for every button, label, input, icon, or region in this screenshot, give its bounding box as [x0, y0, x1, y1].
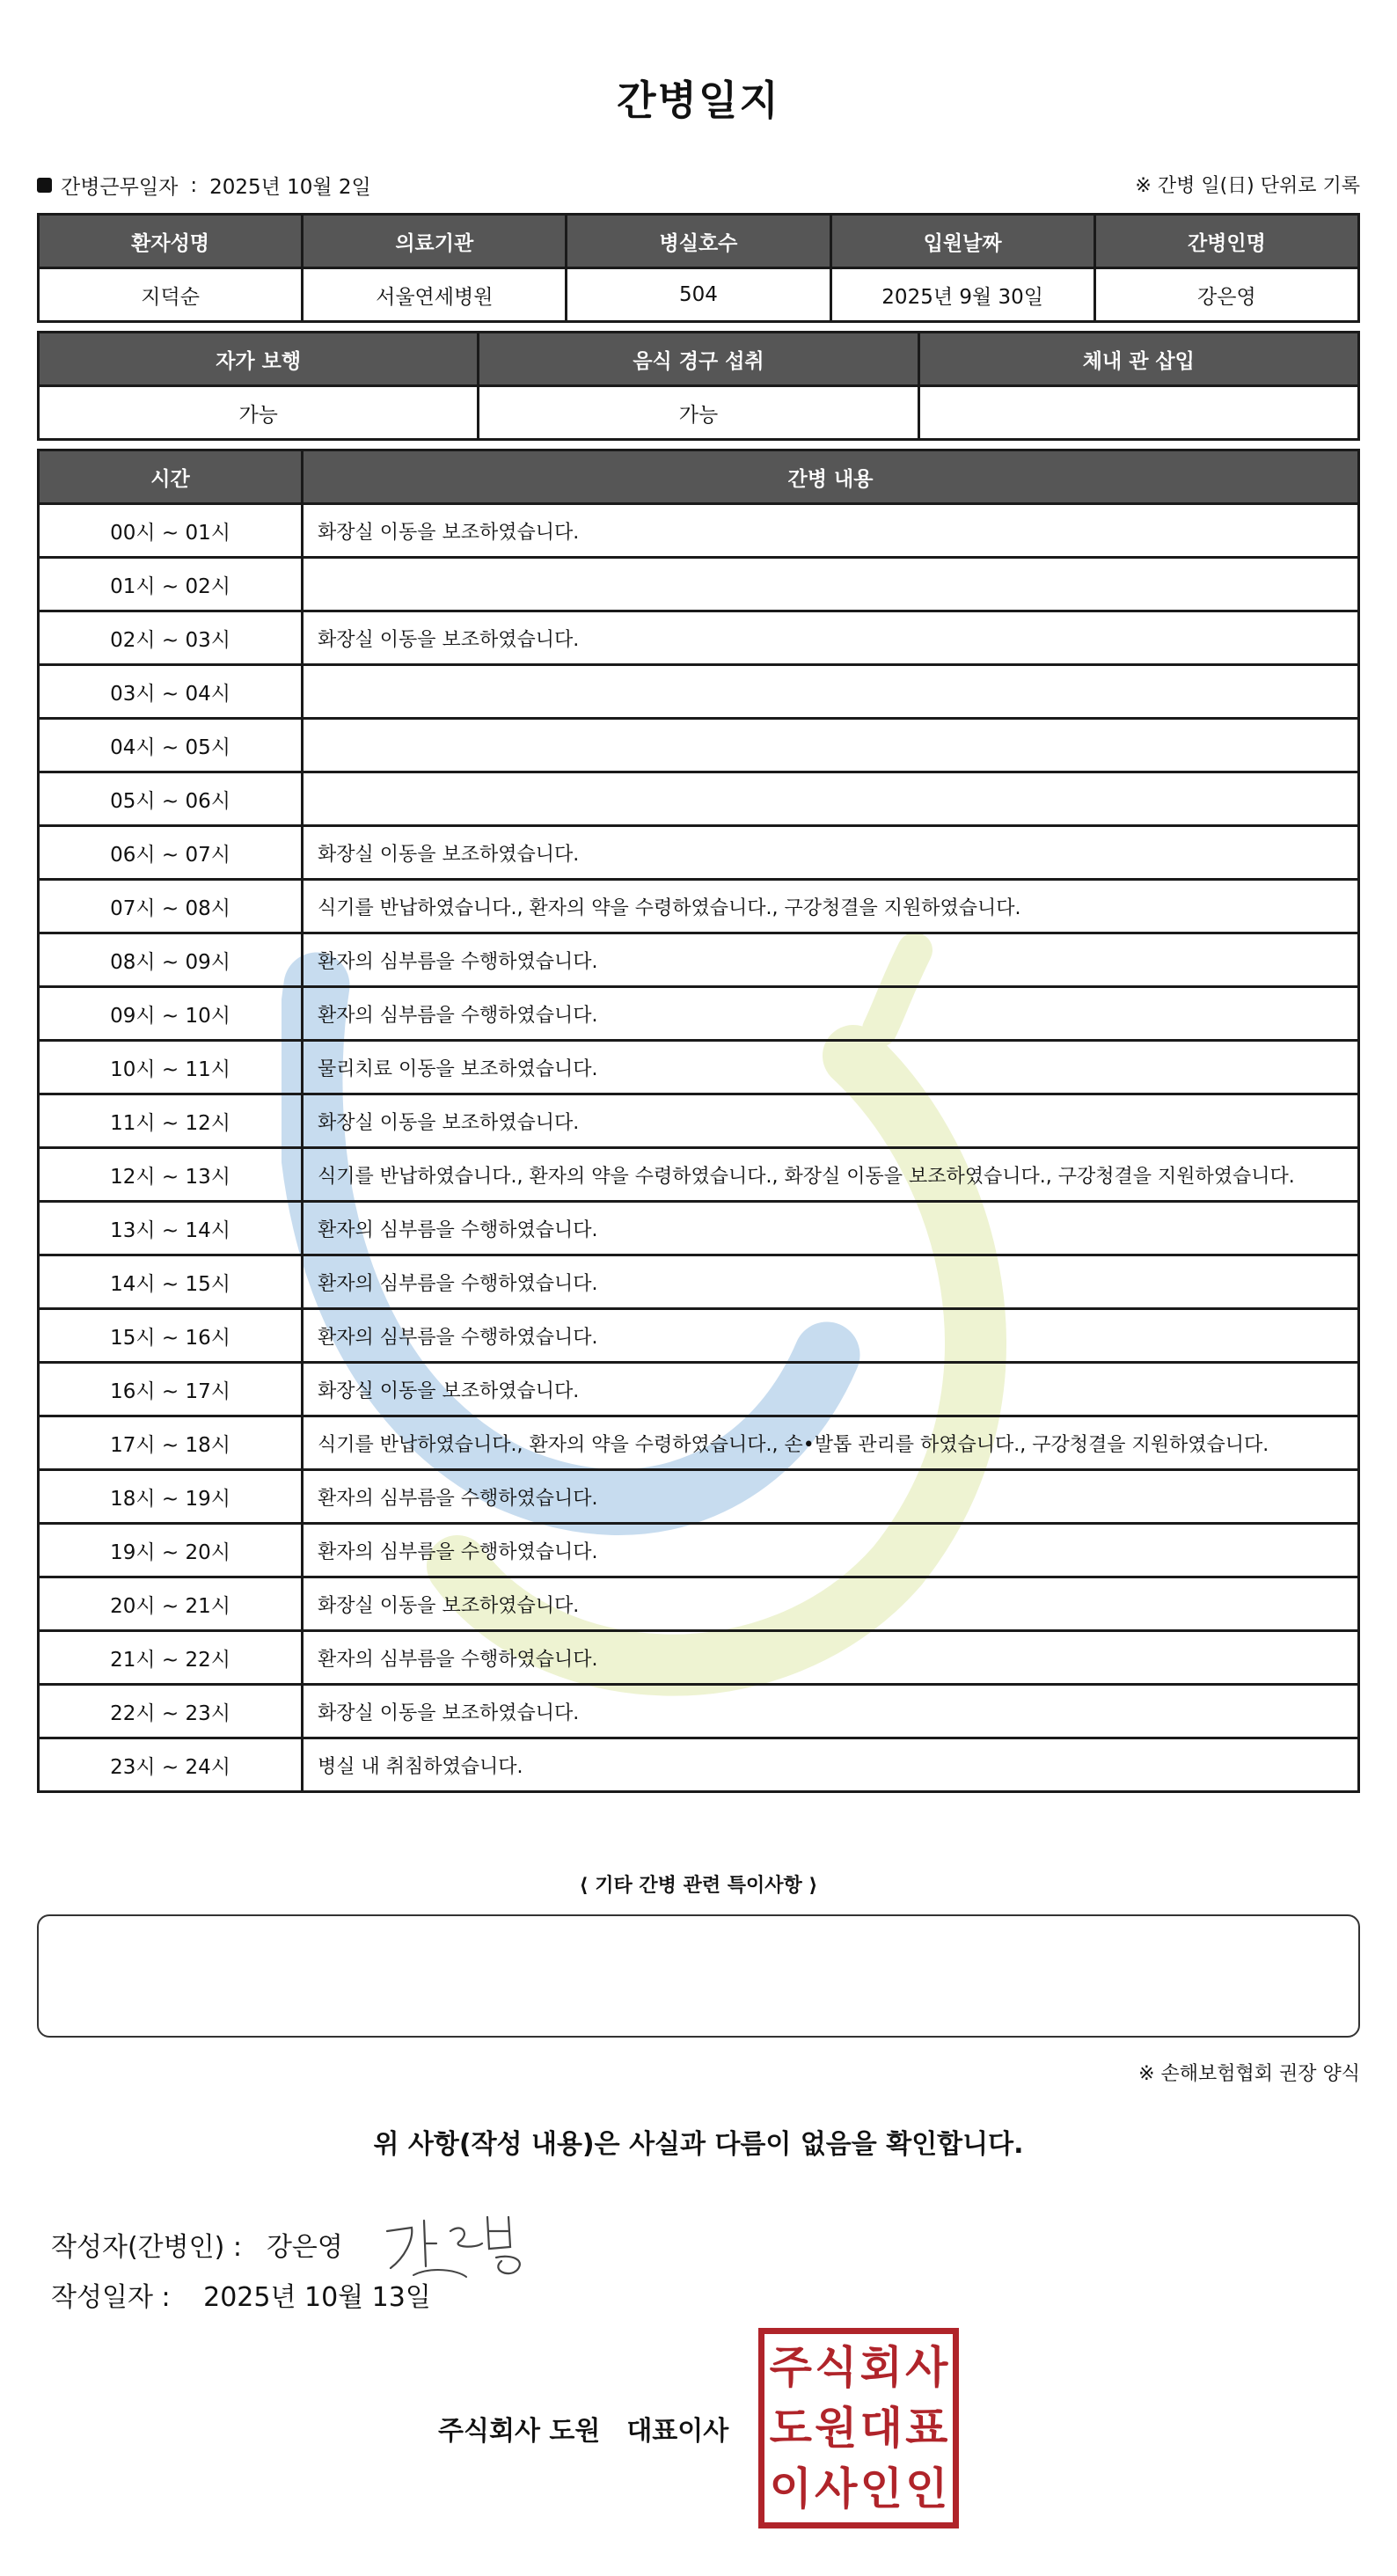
content-cell: 식기를 반납하였습니다., 환자의 약을 수령하였습니다., 구강청결을 지원하였습니다. [303, 880, 1359, 933]
header-time: 시간 [39, 450, 303, 504]
table-row [39, 719, 1359, 772]
table-row [39, 1685, 1359, 1738]
content-cell: 환자의 심부름을 수행하였습니다. [303, 1524, 1359, 1577]
time-cell: 01시 ~ 02시 [39, 558, 303, 611]
content-cell: 식기를 반납하였습니다., 환자의 약을 수령하였습니다., 화장실 이동을 보조하였습니다., 구강청결을 지원하였습니다. [303, 1148, 1359, 1202]
time-cell: 11시 ~ 12시 [39, 1094, 303, 1148]
header-self-walking: 자가 보행 [39, 333, 479, 386]
content-cell: 환자의 심부름을 수행하였습니다. [303, 1202, 1359, 1255]
hospital: 서울연세병원 [303, 268, 567, 322]
room-number: 504 [567, 268, 830, 322]
table-row [39, 611, 1359, 665]
time-cell: 05시 ~ 06시 [39, 772, 303, 826]
work-date-row [37, 171, 1360, 201]
header-room: 병실호수 [567, 215, 830, 268]
time-cell: 09시 ~ 10시 [39, 987, 303, 1041]
content-cell [303, 772, 1359, 826]
work-date [37, 171, 371, 200]
work-date-separator: : [190, 173, 198, 197]
content-cell: 환자의 심부름을 수행하였습니다. [303, 1309, 1359, 1363]
table-row [39, 772, 1359, 826]
time-cell: 15시 ~ 16시 [39, 1309, 303, 1363]
form-note: ※ 손해보험협회 권장 양식 [1138, 2063, 1360, 2085]
author-name: 강은영 [266, 2232, 343, 2263]
table-row [39, 1577, 1359, 1631]
seal-character: 회 [859, 2342, 903, 2394]
content-cell: 화장실 이동을 보조하였습니다. [303, 1685, 1359, 1738]
time-cell: 18시 ~ 19시 [39, 1470, 303, 1524]
time-cell: 07시 ~ 08시 [39, 880, 303, 933]
time-cell: 20시 ~ 21시 [39, 1577, 303, 1631]
caregiver-name: 강은영 [1094, 268, 1358, 322]
seal-character: 도 [769, 2402, 812, 2454]
unit-note: ※ 간병 일(日) 단위로 기록 [1135, 175, 1360, 197]
seal-character: 사 [905, 2342, 948, 2394]
table-row [39, 558, 1359, 611]
header-tube-insertion: 체내 관 삽입 [918, 333, 1358, 386]
content-cell: 환자의 심부름을 수행하였습니다. [303, 1255, 1359, 1309]
tube-insertion-value [918, 386, 1358, 440]
work-date-value: 2025년 10월 2일 [209, 176, 371, 199]
content-cell [303, 558, 1359, 611]
time-cell: 03시 ~ 04시 [39, 665, 303, 719]
content-cell: 환자의 심부름을 수행하였습니다. [303, 987, 1359, 1041]
table-row [39, 1524, 1359, 1577]
time-cell: 02시 ~ 03시 [39, 611, 303, 665]
author-row [51, 2205, 537, 2284]
table-row [39, 665, 1359, 719]
content-cell: 화장실 이동을 보조하였습니다. [303, 1094, 1359, 1148]
care-log-body [39, 504, 1359, 1792]
time-cell: 08시 ~ 09시 [39, 933, 303, 987]
time-cell: 12시 ~ 13시 [39, 1148, 303, 1202]
header-caregiver: 간병인명 [1094, 215, 1358, 268]
company-name: 주식회사 도원 [438, 2416, 601, 2447]
time-cell: 06시 ~ 07시 [39, 826, 303, 880]
table-row [39, 1631, 1359, 1685]
seal-character: 이 [769, 2463, 812, 2514]
seal-character: 원 [815, 2402, 858, 2454]
written-date-row [51, 2275, 431, 2314]
table-row [39, 826, 1359, 880]
time-cell: 00시 ~ 01시 [39, 504, 303, 558]
company-role: 대표이사 [626, 2416, 729, 2447]
header-hospital: 의료기관 [303, 215, 567, 268]
table-row [39, 933, 1359, 987]
author-label: 작성자(간병인) : [51, 2232, 242, 2263]
time-cell: 22시 ~ 23시 [39, 1685, 303, 1738]
handwritten-signature [378, 2205, 537, 2284]
patient-info-table [37, 213, 1360, 323]
time-cell: 14시 ~ 15시 [39, 1255, 303, 1309]
table-row [39, 1738, 1359, 1792]
content-cell: 병실 내 취침하였습니다. [303, 1738, 1359, 1792]
time-cell: 17시 ~ 18시 [39, 1416, 303, 1470]
time-cell: 10시 ~ 11시 [39, 1041, 303, 1094]
admission-date: 2025년 9월 30일 [830, 268, 1094, 322]
seal-character: 주 [769, 2342, 812, 2394]
content-cell: 물리치료 이동을 보조하였습니다. [303, 1041, 1359, 1094]
table-row [39, 987, 1359, 1041]
work-date-label: 간병근무일자 [61, 176, 179, 199]
table-row [39, 1470, 1359, 1524]
written-date: 2025년 10월 13일 [203, 2282, 431, 2313]
confirmation-statement: 위 사항(작성 내용)은 사실과 다름이 없음을 확인합니다. [373, 2129, 1024, 2160]
header-admission-date: 입원날짜 [830, 215, 1094, 268]
seal-character: 대 [859, 2402, 903, 2454]
bullet-square-icon [37, 178, 52, 193]
table-row [39, 1416, 1359, 1470]
content-cell: 화장실 이동을 보조하였습니다. [303, 504, 1359, 558]
content-cell [303, 719, 1359, 772]
self-walking-value: 가능 [39, 386, 479, 440]
time-cell: 13시 ~ 14시 [39, 1202, 303, 1255]
seal-character: 인 [859, 2463, 903, 2514]
table-row [39, 1255, 1359, 1309]
time-cell: 23시 ~ 24시 [39, 1738, 303, 1792]
table-row [39, 1309, 1359, 1363]
abilities-table [37, 331, 1360, 441]
content-cell: 화장실 이동을 보조하였습니다. [303, 611, 1359, 665]
notes-box [37, 1914, 1360, 2038]
header-patient-name: 환자성명 [39, 215, 303, 268]
content-cell: 환자의 심부름을 수행하였습니다. [303, 1470, 1359, 1524]
seal-character: 식 [815, 2342, 858, 2394]
content-cell: 환자의 심부름을 수행하였습니다. [303, 933, 1359, 987]
time-cell: 04시 ~ 05시 [39, 719, 303, 772]
seal-character: 사 [815, 2463, 858, 2514]
content-cell [303, 665, 1359, 719]
time-cell: 19시 ~ 20시 [39, 1524, 303, 1577]
seal-character: 표 [905, 2402, 948, 2454]
written-date-label: 작성일자 : [51, 2282, 171, 2313]
patient-name: 지덕순 [39, 268, 303, 322]
table-row [39, 1094, 1359, 1148]
content-cell: 식기를 반납하였습니다., 환자의 약을 수령하였습니다., 손•발톱 관리를 하였습니다., 구강청결을 지원하였습니다. [303, 1416, 1359, 1470]
table-row [39, 1148, 1359, 1202]
care-log-table [37, 449, 1360, 1793]
header-oral-intake: 음식 경구 섭취 [479, 333, 918, 386]
time-cell: 21시 ~ 22시 [39, 1631, 303, 1685]
oral-intake-value: 가능 [479, 386, 918, 440]
table-row [39, 1363, 1359, 1416]
content-cell: 화장실 이동을 보조하였습니다. [303, 1577, 1359, 1631]
notes-title: ⟨ 기타 간병 관련 특이사항 ⟩ [579, 1875, 818, 1897]
content-cell: 환자의 심부름을 수행하였습니다. [303, 1631, 1359, 1685]
time-cell: 16시 ~ 17시 [39, 1363, 303, 1416]
content-cell: 화장실 이동을 보조하였습니다. [303, 1363, 1359, 1416]
page-title: 간병일지 [617, 77, 780, 124]
table-row [39, 1202, 1359, 1255]
table-row [39, 880, 1359, 933]
header-care-content: 간병 내용 [303, 450, 1359, 504]
table-row [39, 1041, 1359, 1094]
seal-character: 인 [905, 2463, 948, 2514]
content-cell: 화장실 이동을 보조하였습니다. [303, 826, 1359, 880]
company-signoff [438, 2409, 728, 2448]
company-seal-stamp [758, 2328, 959, 2528]
table-row [39, 504, 1359, 558]
